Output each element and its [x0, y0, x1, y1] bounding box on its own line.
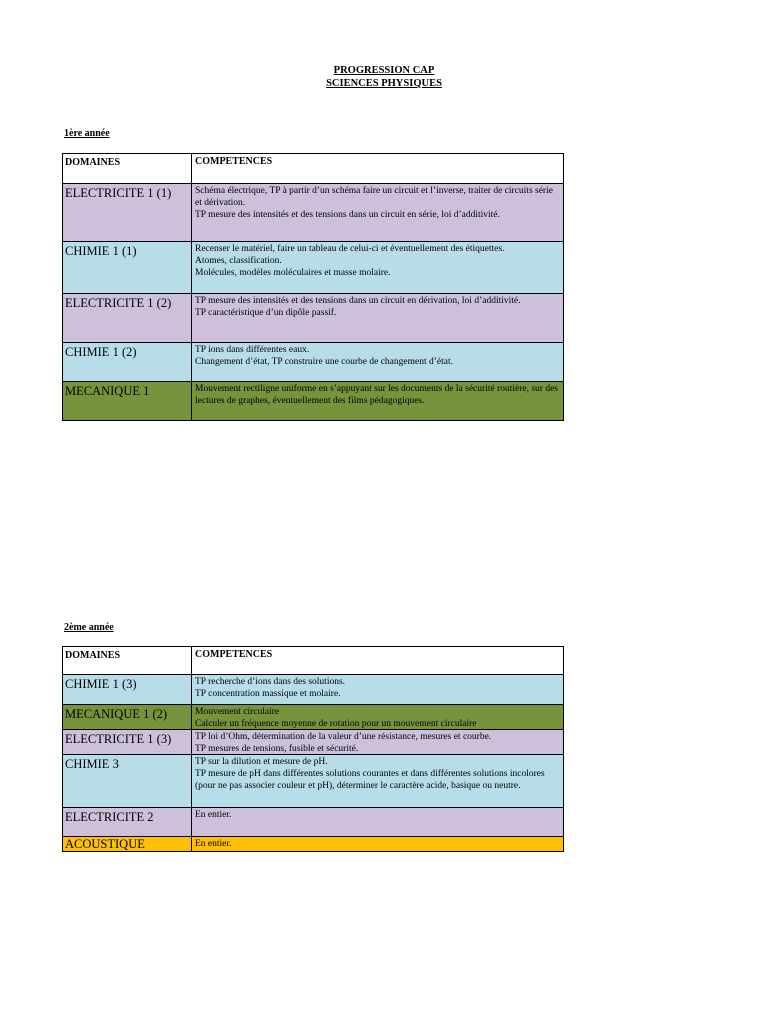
- document-title: [0, 64, 768, 90]
- table-row: [63, 293, 563, 342]
- competence-line: TP recherche d’ions dans des solutions.: [195, 677, 346, 687]
- col-header-domaines: DOMAINES: [63, 647, 192, 674]
- year1-table: [62, 153, 564, 421]
- title-line-1: PROGRESSION CAP: [333, 65, 435, 76]
- col-header-domaines: DOMAINES: [63, 154, 192, 183]
- competence-line: Calculer un fréquence moyenne de rotation pour un mouvement circulaire: [195, 719, 477, 729]
- competence-line: Molécules, modèles moléculaires et masse molaire.: [195, 268, 391, 278]
- competence-line: TP mesures de tensions, fusible et sécurité.: [195, 744, 359, 754]
- table-row: [63, 807, 563, 836]
- domain-cell: CHIMIE 1 (3): [63, 675, 192, 704]
- year2-table: [62, 646, 564, 852]
- table-row: [63, 729, 563, 754]
- table-row: [63, 754, 563, 807]
- table-row: [63, 704, 563, 729]
- competence-cell: [192, 837, 563, 851]
- year1-heading: 1ère année: [64, 128, 110, 139]
- domain-cell: ACOUSTIQUE: [63, 837, 192, 851]
- domain-cell: ELECTRICITE 1 (2): [63, 294, 192, 342]
- competence-line: TP sur la dilution et mesure de pH.: [195, 757, 328, 767]
- competence-line: Mouvement rectiligne uniforme en s’appuyant sur les documents de la sécurité routière, sur des lectures de graphes, éventuellement des films pédagogiques.: [195, 384, 558, 406]
- table-row: [63, 241, 563, 293]
- competence-cell: [192, 242, 563, 293]
- col-header-competences: COMPETENCES: [195, 649, 273, 660]
- competence-line: TP concentration massique et molaire.: [195, 689, 341, 699]
- domain-cell: CHIMIE 1 (2): [63, 343, 192, 381]
- competence-cell: [192, 808, 563, 836]
- competence-cell: [192, 343, 563, 381]
- competence-line: Recenser le matériel, faire un tableau de celui-ci et éventuellement des étiquettes.: [195, 244, 505, 254]
- table-row: [63, 674, 563, 704]
- table-row: [63, 836, 563, 851]
- domain-cell: MECANIQUE 1 (2): [63, 705, 192, 729]
- competence-line: TP mesure de pH dans différentes solutions courantes et dans différentes solutions incolores (pour ne pas associer couleur et pH), déterminer le caractère acide, basique ou neutre.: [195, 769, 545, 791]
- competence-line: Atomes, classification.: [195, 256, 282, 266]
- table-row: [63, 381, 563, 420]
- competence-cell: [192, 294, 563, 342]
- competence-cell: [192, 184, 563, 241]
- competence-line: Changement d’état, TP construire une courbe de changement d’état.: [195, 357, 453, 367]
- competence-line: TP caractéristique d’un dipôle passif.: [195, 308, 337, 318]
- competence-line: Mouvement circulaire: [195, 707, 280, 717]
- domain-cell: ELECTRICITE 2: [63, 808, 192, 836]
- competence-line: TP loi d’Ohm, détermination de la valeur d’une résistance, mesures et courbe.: [195, 732, 492, 742]
- domain-cell: CHIMIE 3: [63, 755, 192, 807]
- domain-cell: ELECTRICITE 1 (3): [63, 730, 192, 754]
- year2-heading: 2ème année: [64, 622, 114, 633]
- table-row: [63, 183, 563, 241]
- domain-cell: MECANIQUE 1: [63, 382, 192, 420]
- competence-line: En entier.: [195, 810, 232, 820]
- competence-line: TP ions dans différentes eaux.: [195, 345, 310, 355]
- competence-line: TP mesure des intensités et des tensions dans un circuit en dérivation, loi d’additivité.: [195, 296, 521, 306]
- competence-cell: [192, 730, 563, 754]
- competence-line: Schéma électrique, TP à partir d’un schéma faire un circuit et l’inverse, traiter de circuits série et dérivation.: [195, 186, 553, 208]
- col-header-competences: COMPETENCES: [195, 156, 273, 167]
- competence-cell: [192, 705, 563, 729]
- competence-cell: [192, 382, 563, 420]
- competence-cell: [192, 675, 563, 704]
- domain-cell: CHIMIE 1 (1): [63, 242, 192, 293]
- table-header-row: [63, 647, 563, 674]
- domain-cell: ELECTRICITE 1 (1): [63, 184, 192, 241]
- competence-cell: [192, 755, 563, 807]
- title-line-2: SCIENCES PHYSIQUES: [326, 78, 442, 89]
- competence-line: TP mesure des intensités et des tensions dans un circuit en série, loi d’additivité.: [195, 210, 500, 220]
- competence-line: En entier.: [195, 839, 232, 849]
- table-header-row: [63, 154, 563, 183]
- table-row: [63, 342, 563, 381]
